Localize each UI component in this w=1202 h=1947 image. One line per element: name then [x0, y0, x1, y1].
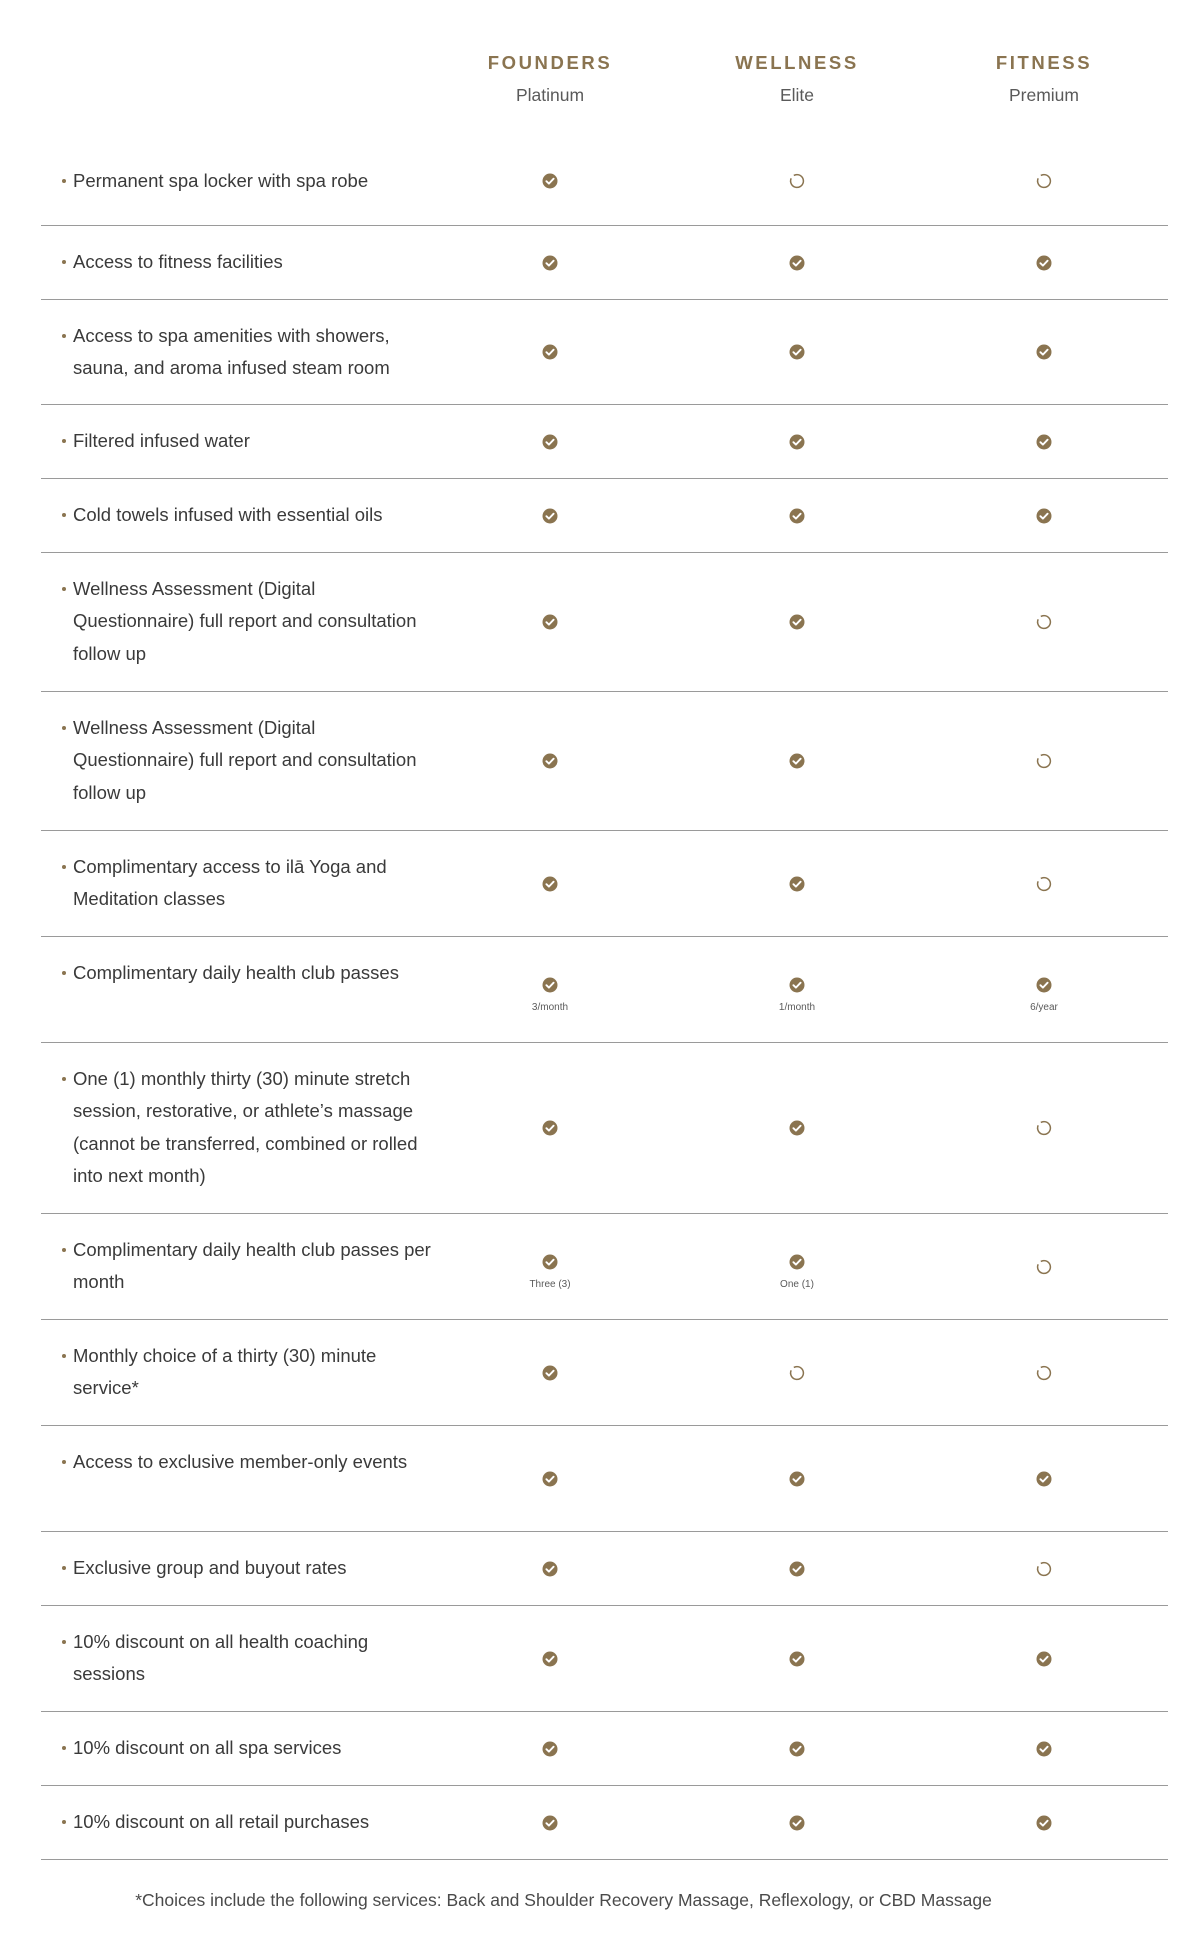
check-icon — [788, 976, 806, 994]
feature-rows — [41, 137, 1168, 1860]
table-row — [41, 1606, 1168, 1712]
feature-label — [62, 165, 432, 197]
tier-cell — [914, 507, 1174, 525]
feature-text: Complimentary daily health club passes — [73, 962, 399, 983]
tier-cell — [420, 1814, 680, 1832]
table-row — [41, 1214, 1168, 1320]
check-icon — [788, 343, 806, 361]
feature-text: Cold towels infused with essential oils — [73, 504, 383, 525]
table-row — [41, 226, 1168, 300]
feature-label — [62, 957, 432, 989]
tier-cell — [914, 343, 1174, 361]
empty-circle-icon — [1035, 752, 1053, 770]
check-icon — [788, 507, 806, 525]
check-icon — [788, 1740, 806, 1758]
bullet-icon — [62, 726, 66, 730]
table-row — [41, 479, 1168, 553]
feature-label — [62, 1806, 432, 1838]
check-icon — [541, 343, 559, 361]
feature-text: 10% discount on all retail purchases — [73, 1811, 370, 1832]
tier-cell — [420, 1560, 680, 1578]
tier-cell — [667, 1650, 927, 1668]
check-icon — [1035, 507, 1053, 525]
check-icon — [788, 875, 806, 893]
check-icon — [788, 1814, 806, 1832]
empty-circle-icon — [1035, 1364, 1053, 1382]
bullet-icon — [62, 439, 66, 443]
feature-label — [62, 499, 432, 531]
membership-comparison — [41, 0, 1168, 1860]
tier-cell — [667, 875, 927, 893]
bullet-icon — [62, 1460, 66, 1464]
tier-cell — [667, 254, 927, 272]
feature-text: Complimentary daily health club passes per month — [73, 1239, 431, 1293]
tier-cell — [667, 1364, 927, 1382]
tier-cell — [667, 976, 927, 1014]
bullet-icon — [62, 587, 66, 591]
tier-cell — [914, 1470, 1174, 1488]
table-row — [41, 692, 1168, 831]
check-icon — [788, 1560, 806, 1578]
check-icon — [1035, 254, 1053, 272]
check-icon — [1035, 1814, 1053, 1832]
table-row — [41, 1786, 1168, 1860]
feature-label — [62, 1340, 432, 1405]
tier-cell — [667, 752, 927, 770]
check-icon — [788, 254, 806, 272]
tier-cell — [667, 613, 927, 631]
feature-text: Access to fitness facilities — [73, 251, 283, 272]
tier-cell — [420, 343, 680, 361]
tier-name: WELLNESS — [735, 52, 859, 73]
cell-note: Three (3) — [529, 1279, 571, 1290]
tier-cell — [914, 613, 1174, 631]
check-icon — [541, 1119, 559, 1137]
tier-cell — [420, 433, 680, 451]
tier-name: FOUNDERS — [487, 52, 613, 73]
bullet-icon — [62, 1820, 66, 1824]
table-row — [41, 553, 1168, 692]
check-icon — [541, 752, 559, 770]
table-row — [41, 137, 1168, 226]
check-icon — [541, 1650, 559, 1668]
tier-level: Premium — [1008, 85, 1079, 105]
check-icon — [541, 1253, 559, 1271]
check-icon — [541, 613, 559, 631]
empty-circle-icon — [788, 1364, 806, 1382]
check-icon — [788, 752, 806, 770]
tier-cell — [914, 1258, 1174, 1276]
check-icon — [541, 433, 559, 451]
check-icon — [541, 1814, 559, 1832]
tier-cell — [914, 1364, 1174, 1382]
bullet-icon — [62, 334, 66, 338]
check-icon — [1035, 1650, 1053, 1668]
check-icon — [788, 613, 806, 631]
check-icon — [541, 507, 559, 525]
cell-note: 1/month — [778, 1002, 816, 1013]
table-row — [41, 1043, 1168, 1214]
empty-circle-icon — [1035, 875, 1053, 893]
tier-cell — [420, 507, 680, 525]
empty-circle-icon — [1035, 172, 1053, 190]
footnote: *Choices include the following services: Back and Shoulder Recovery Massage, Reflexology, or CBD Massage — [135, 1890, 992, 1910]
empty-circle-icon — [1035, 1258, 1053, 1276]
tier-cell — [667, 1814, 927, 1832]
empty-circle-icon — [788, 172, 806, 190]
table-row — [41, 405, 1168, 479]
bullet-icon — [62, 1077, 66, 1081]
bullet-icon — [62, 865, 66, 869]
tier-cell — [914, 1814, 1174, 1832]
cell-note: One (1) — [780, 1279, 814, 1290]
feature-label — [62, 712, 432, 809]
tier-cell — [667, 1119, 927, 1137]
table-row — [41, 937, 1168, 1043]
bullet-icon — [62, 1354, 66, 1358]
tier-cell — [667, 343, 927, 361]
feature-text: Exclusive group and buyout rates — [73, 1557, 347, 1578]
bullet-icon — [62, 1746, 66, 1750]
table-header — [41, 0, 1168, 137]
feature-text: One (1) monthly thirty (30) minute stretch session, restorative, or athlete’s massage (cannot be transferred, combined or rolled into next month) — [73, 1068, 418, 1187]
tier-cell — [667, 1740, 927, 1758]
tier-cell — [667, 1560, 927, 1578]
tier-cell — [914, 1560, 1174, 1578]
tier-cell — [914, 172, 1174, 190]
feature-label — [62, 1234, 432, 1299]
tier-cell — [420, 1364, 680, 1382]
check-icon — [788, 1650, 806, 1668]
bullet-icon — [62, 179, 66, 183]
bullet-icon — [62, 1248, 66, 1252]
table-row — [41, 1320, 1168, 1426]
column-header-founders — [420, 52, 680, 105]
check-icon — [788, 433, 806, 451]
tier-cell — [420, 875, 680, 893]
feature-text: Access to spa amenities with showers, sauna, and aroma infused steam room — [73, 325, 390, 379]
feature-label — [62, 573, 432, 670]
feature-label — [62, 246, 432, 278]
bullet-icon — [62, 260, 66, 264]
check-icon — [541, 1470, 559, 1488]
tier-cell — [420, 1470, 680, 1488]
check-icon — [1035, 343, 1053, 361]
check-icon — [1035, 1740, 1053, 1758]
feature-text: Access to exclusive member-only events — [73, 1451, 408, 1472]
check-icon — [1035, 976, 1053, 994]
check-icon — [541, 1560, 559, 1578]
tier-cell — [667, 172, 927, 190]
tier-cell — [420, 1650, 680, 1668]
tier-cell — [914, 1119, 1174, 1137]
tier-cell — [420, 613, 680, 631]
check-icon — [1035, 1470, 1053, 1488]
feature-label — [62, 851, 432, 916]
table-row — [41, 1712, 1168, 1786]
tier-cell — [420, 1740, 680, 1758]
feature-text: Permanent spa locker with spa robe — [73, 170, 369, 191]
feature-text: Wellness Assessment (Digital Questionnaire) full report and consultation follow up — [73, 578, 417, 664]
tier-cell — [420, 1253, 680, 1291]
feature-label — [62, 320, 432, 385]
check-icon — [1035, 433, 1053, 451]
tier-cell — [914, 1740, 1174, 1758]
feature-label — [62, 425, 432, 457]
check-icon — [541, 1740, 559, 1758]
tier-cell — [914, 752, 1174, 770]
feature-text: Monthly choice of a thirty (30) minute service* — [73, 1345, 377, 1399]
feature-text: 10% discount on all spa services — [73, 1737, 342, 1758]
feature-text: 10% discount on all health coaching sessions — [73, 1631, 369, 1685]
table-row — [41, 831, 1168, 937]
tier-cell — [420, 254, 680, 272]
tier-cell — [914, 976, 1174, 1014]
check-icon — [541, 875, 559, 893]
tier-cell — [667, 1253, 927, 1291]
check-icon — [541, 254, 559, 272]
bullet-icon — [62, 971, 66, 975]
bullet-icon — [62, 513, 66, 517]
feature-label — [62, 1552, 432, 1584]
tier-cell — [420, 752, 680, 770]
feature-label — [62, 1446, 432, 1478]
empty-circle-icon — [1035, 1119, 1053, 1137]
check-icon — [788, 1119, 806, 1137]
tier-name: FITNESS — [995, 52, 1093, 73]
empty-circle-icon — [1035, 1560, 1053, 1578]
feature-text: Filtered infused water — [73, 430, 250, 451]
check-icon — [541, 1364, 559, 1382]
feature-label — [62, 1063, 432, 1193]
tier-cell — [914, 1650, 1174, 1668]
check-icon — [541, 976, 559, 994]
column-header-wellness — [667, 52, 927, 105]
tier-level: Platinum — [515, 85, 585, 105]
check-icon — [788, 1253, 806, 1271]
tier-cell — [914, 433, 1174, 451]
table-row — [41, 1532, 1168, 1606]
feature-label — [62, 1626, 432, 1691]
table-row — [41, 1426, 1168, 1532]
check-icon — [541, 172, 559, 190]
tier-cell — [420, 976, 680, 1014]
empty-circle-icon — [1035, 613, 1053, 631]
tier-cell — [667, 1470, 927, 1488]
tier-cell — [420, 172, 680, 190]
table-row — [41, 300, 1168, 405]
feature-text: Complimentary access to ilā Yoga and Meditation classes — [73, 856, 387, 910]
tier-cell — [667, 507, 927, 525]
column-header-fitness — [914, 52, 1174, 105]
tier-cell — [420, 1119, 680, 1137]
bullet-icon — [62, 1566, 66, 1570]
cell-note: 3/month — [531, 1002, 569, 1013]
tier-cell — [914, 254, 1174, 272]
cell-note: 6/year — [1030, 1002, 1058, 1013]
tier-level: Elite — [779, 85, 815, 105]
check-icon — [788, 1470, 806, 1488]
tier-cell — [914, 875, 1174, 893]
feature-label — [62, 1732, 432, 1764]
tier-cell — [667, 433, 927, 451]
bullet-icon — [62, 1640, 66, 1644]
feature-text: Wellness Assessment (Digital Questionnaire) full report and consultation follow up — [73, 717, 417, 803]
